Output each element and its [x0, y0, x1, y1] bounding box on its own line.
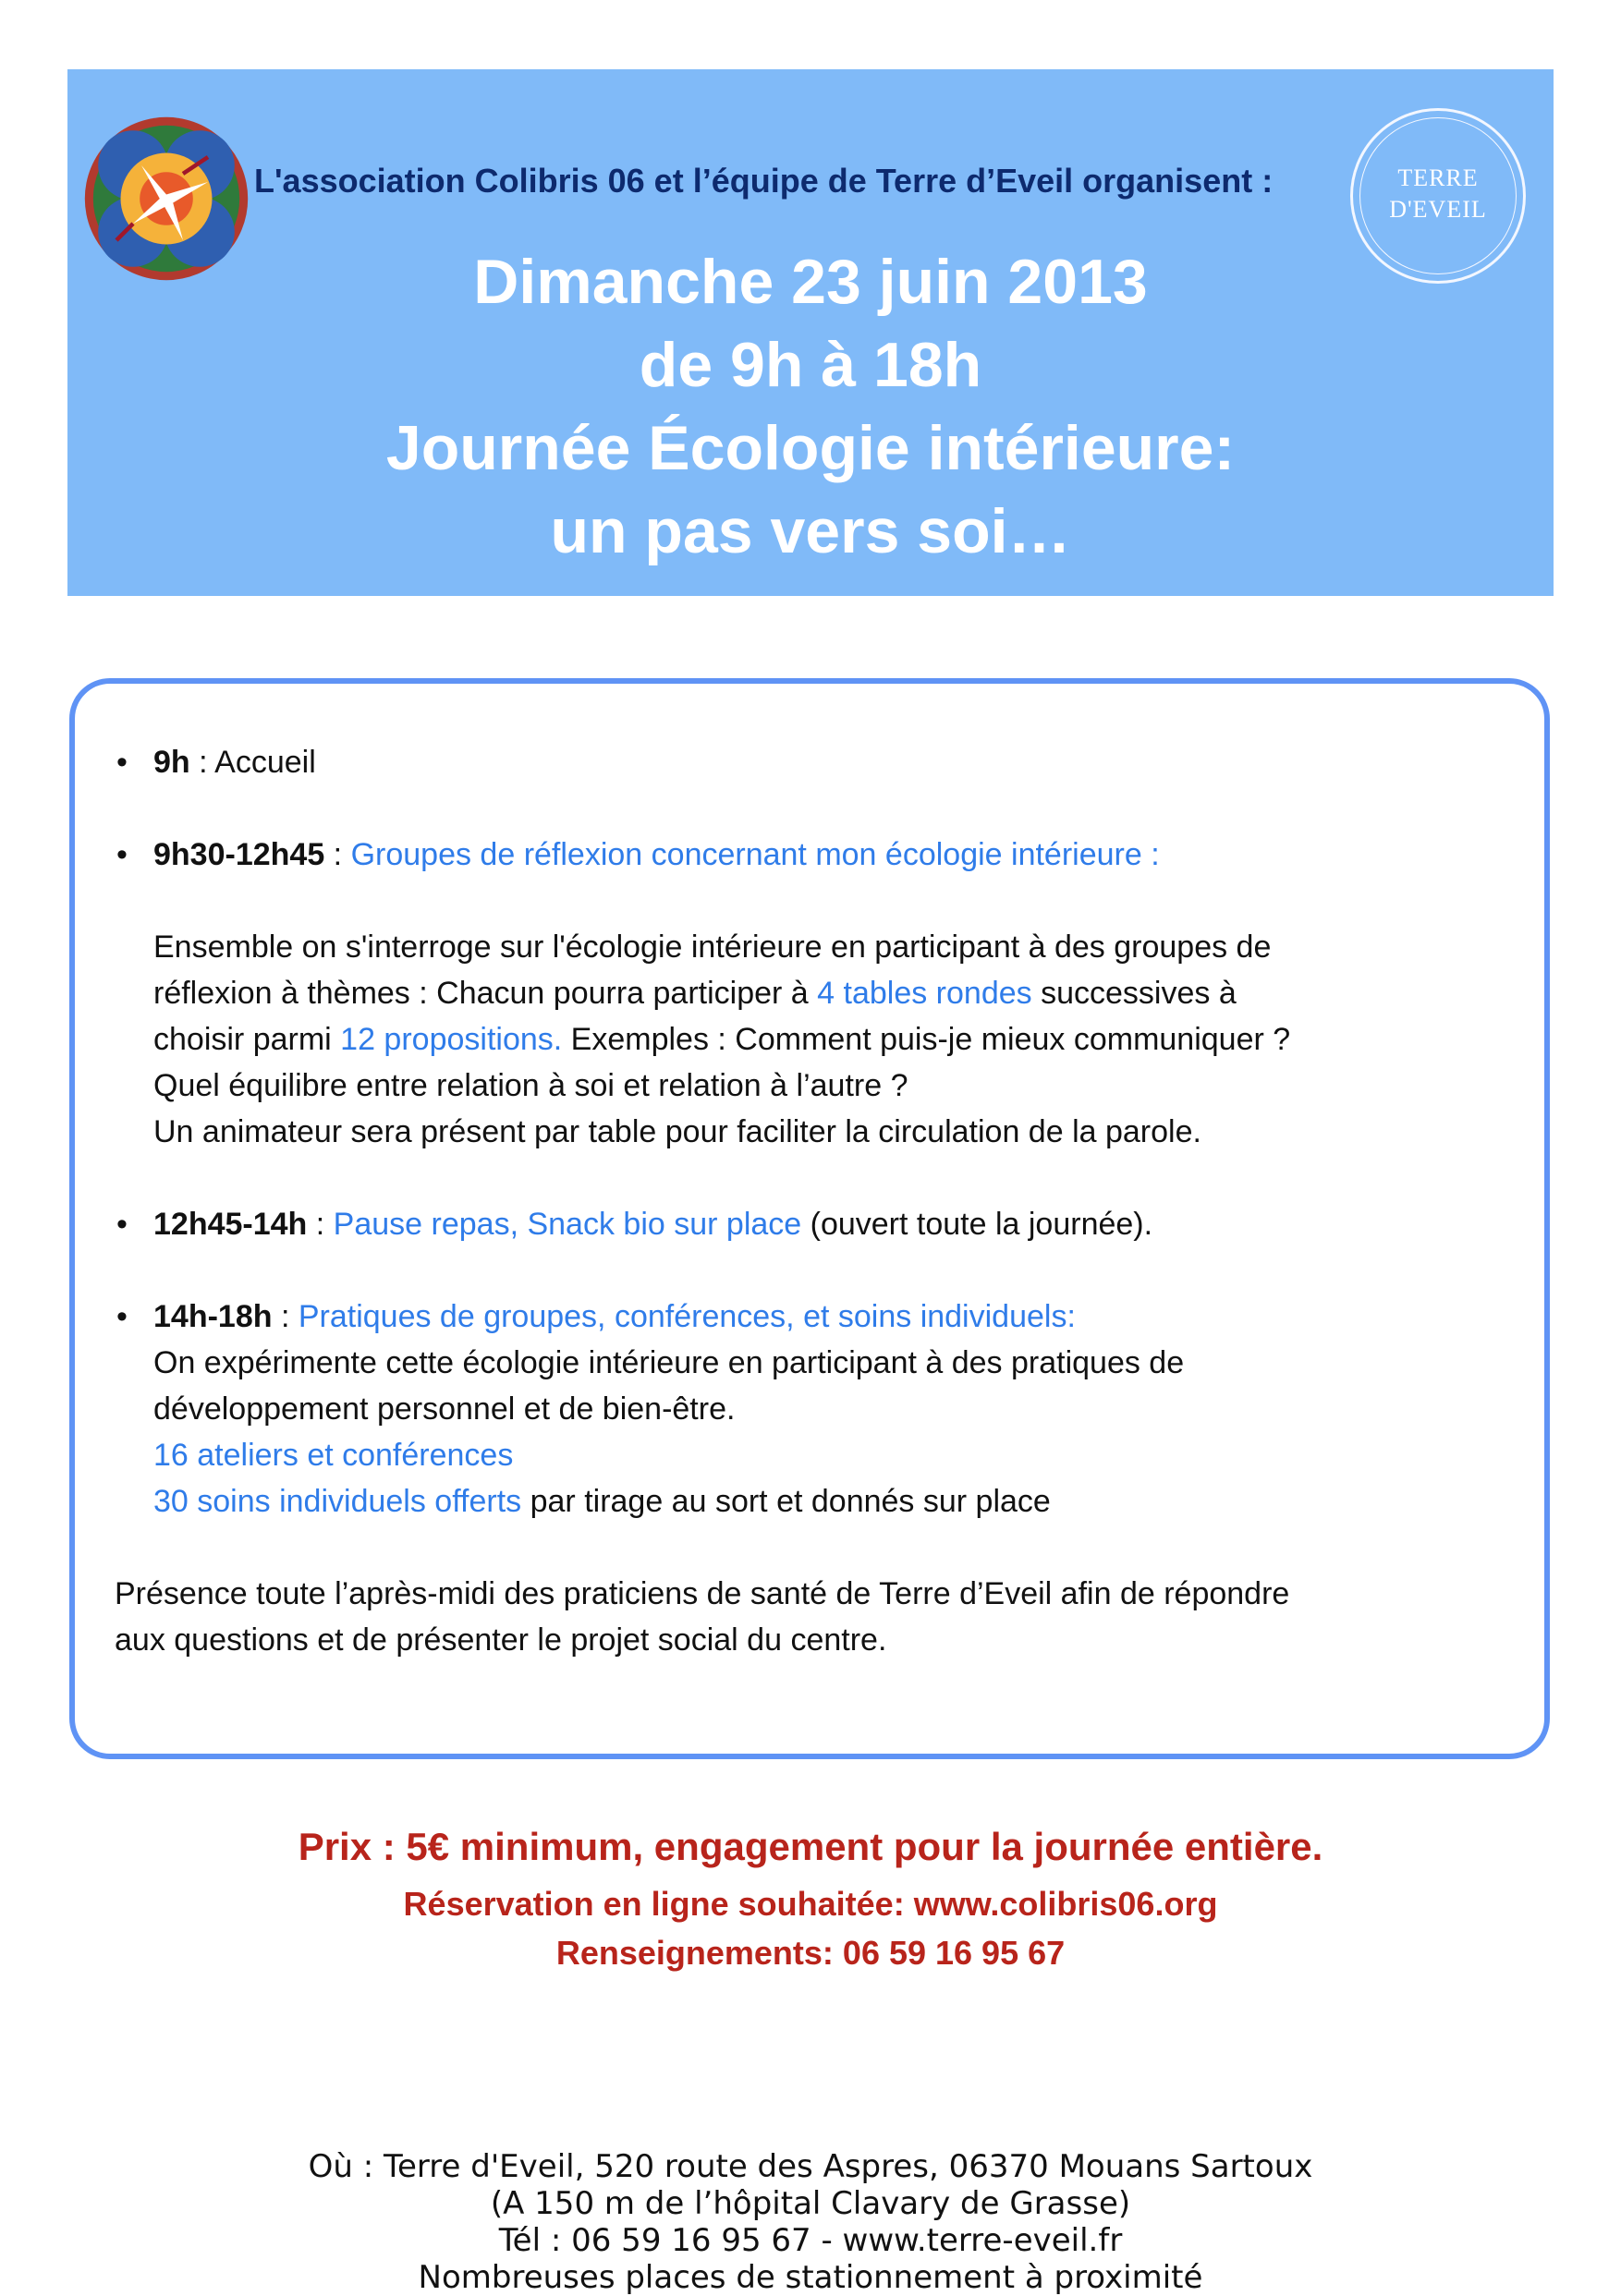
highlight-propositions: 12 propositions. [340, 1022, 563, 1057]
item-time: 9h30-12h45 [153, 837, 325, 872]
item-desc-line: Un animateur sera présent par table pour faciliter la circulation de la parole. [153, 1114, 1201, 1149]
program-item-groupes [116, 832, 1521, 1155]
footer-line: Tél : 06 59 16 95 67 - www.terre-eveil.fr [498, 2222, 1123, 2259]
contact-line: Renseignements: 06 59 16 95 67 [555, 1934, 1066, 1972]
bullet: • [116, 1299, 128, 1334]
item-desc-line: Ensemble on s'interroge sur l'écologie intérieure en participant à des groupes de [153, 929, 1272, 965]
event-title [67, 240, 1554, 573]
header-banner [67, 69, 1554, 596]
reservation-line: Réservation en ligne souhaitée: www.colibris06.org [403, 1885, 1218, 1923]
title-theme: Journée Écologie intérieure: [385, 413, 1236, 483]
item-label: Pause repas, Snack bio sur place [333, 1207, 802, 1242]
item-sep: : [272, 1299, 299, 1334]
organisers-line: L'association Colibris 06 et l’équipe de Terre d’Eveil organisent : [254, 162, 1274, 200]
logo-line-1: TERRE [1397, 164, 1479, 191]
item-time: 14h-18h [153, 1299, 273, 1334]
highlight-tables-rondes: 4 tables rondes [817, 976, 1032, 1011]
item-time: 12h45-14h [153, 1207, 308, 1242]
item-label: Pratiques de groupes, conférences, et soins individuels: [298, 1299, 1076, 1334]
highlight-soins: 30 soins individuels offerts [153, 1484, 522, 1519]
item-desc-line: 30 soins individuels offerts par tirage au sort et donnés sur place [153, 1484, 1051, 1519]
program-item-accueil [116, 739, 1521, 785]
item-label: Accueil [214, 745, 316, 780]
program-item-pause [116, 1201, 1521, 1247]
item-desc-line: 16 ateliers et conférences [153, 1438, 514, 1473]
item-desc-line: On expérimente cette écologie intérieure en participant à des pratiques de [153, 1345, 1185, 1380]
footer-address [0, 2148, 1621, 2296]
footer-line: Nombreuses places de stationnement à proximité [418, 2259, 1203, 2296]
bullet: • [116, 837, 128, 872]
item-sep: : [189, 745, 215, 780]
item-desc-line: réflexion à thèmes : Chacun pourra participer à 4 tables rondes successives à [153, 976, 1237, 1011]
closing-line: aux questions et de présenter le projet social du centre. [115, 1622, 887, 1658]
item-desc-line: choisir parmi 12 propositions. Exemples : Comment puis-je mieux communiquer ? [153, 1022, 1291, 1057]
closing-paragraph [115, 1571, 1521, 1663]
price-line: Prix : 5€ minimum, engagement pour la journée entière. [298, 1825, 1323, 1868]
item-time: 9h [153, 745, 190, 780]
item-sep: : [307, 1207, 334, 1242]
footer-line: Où : Terre d'Eveil, 520 route des Aspres, 06370 Mouans Sartoux [308, 2148, 1313, 2185]
program-text [116, 739, 1521, 1663]
bullet: • [116, 745, 128, 780]
footer-line: (A 150 m de l’hôpital Clavary de Grasse) [490, 2185, 1131, 2222]
title-tagline: un pas vers soi… [550, 496, 1071, 566]
title-hours: de 9h à 18h [639, 330, 982, 400]
item-note: (ouvert toute la journée). [801, 1207, 1153, 1242]
item-sep: : [324, 837, 351, 872]
item-desc-line: Quel équilibre entre relation à soi et relation à l’autre ? [153, 1068, 908, 1103]
logo-line-2: D'EVEIL [1389, 196, 1487, 223]
closing-line: Présence toute l’après-midi des praticiens de santé de Terre d’Eveil afin de répondre [115, 1576, 1290, 1611]
program-item-pratiques [116, 1294, 1521, 1525]
item-label: Groupes de réflexion concernant mon écologie intérieure : [350, 837, 1160, 872]
title-date: Dimanche 23 juin 2013 [473, 247, 1148, 317]
program-box [69, 678, 1550, 1759]
item-desc-line: développement personnel et de bien-être. [153, 1391, 736, 1427]
bullet: • [116, 1207, 128, 1242]
